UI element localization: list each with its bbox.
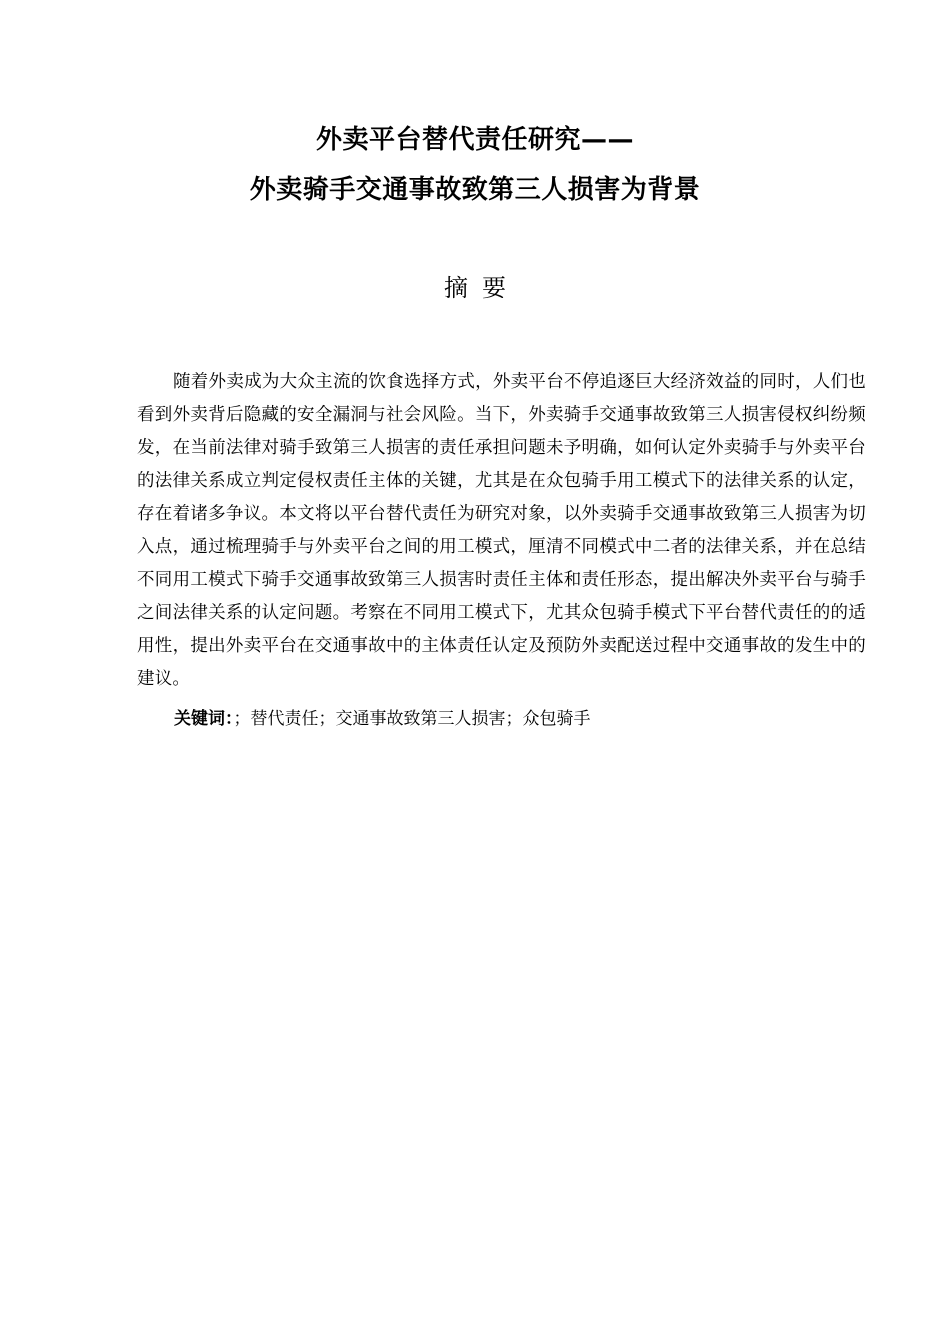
keywords-line (174, 703, 866, 736)
abstract-heading: 摘要 (444, 274, 520, 302)
title-line-1: 外卖平台替代责任研究—— (315, 125, 634, 155)
title-line-2: 外卖骑手交通事故致第三人损害为背景 (249, 175, 701, 205)
abstract-body: 随着外卖成为大众主流的饮食选择方式，外卖平台不停追逐巨大经济效益的同时，人们也看到外卖背后隐藏的安全漏洞与社会风险。当下，外卖骑手交通事故致第三人损害侵权纠纷频发，在当前法律对骑手致第三人损害的责任承担问题未予明确，如何认定外卖骑手与外卖平台的法律关系成立判定侵权责任主体的关键，尤其是在众包骑手用工模式下的法律关系的认定，存在着诸多争议。本文将以平台替代责任为研究对象，以外卖骑手交通事故致第三人损害为切入点，通过梳理骑手与外卖平台之间的用工模式，厘清不同模式中二者的法律关系，并在总结不同用工模式下骑手交通事故致第三人损害时责任主体和责任形态，提出解决外卖平台与骑手之间法律关系的认定问题。考察在不同用工模式下，尤其众包骑手模式下平台替代责任的的适用性，提出外卖平台在交通事故中的主体责任认定及预防外卖配送过程中交通事故的发生中的建议。 (137, 372, 866, 689)
keywords-label: 关键词： (174, 709, 234, 729)
keywords-text: ；替代责任；交通事故致第三人损害；众包骑手 (233, 709, 591, 729)
